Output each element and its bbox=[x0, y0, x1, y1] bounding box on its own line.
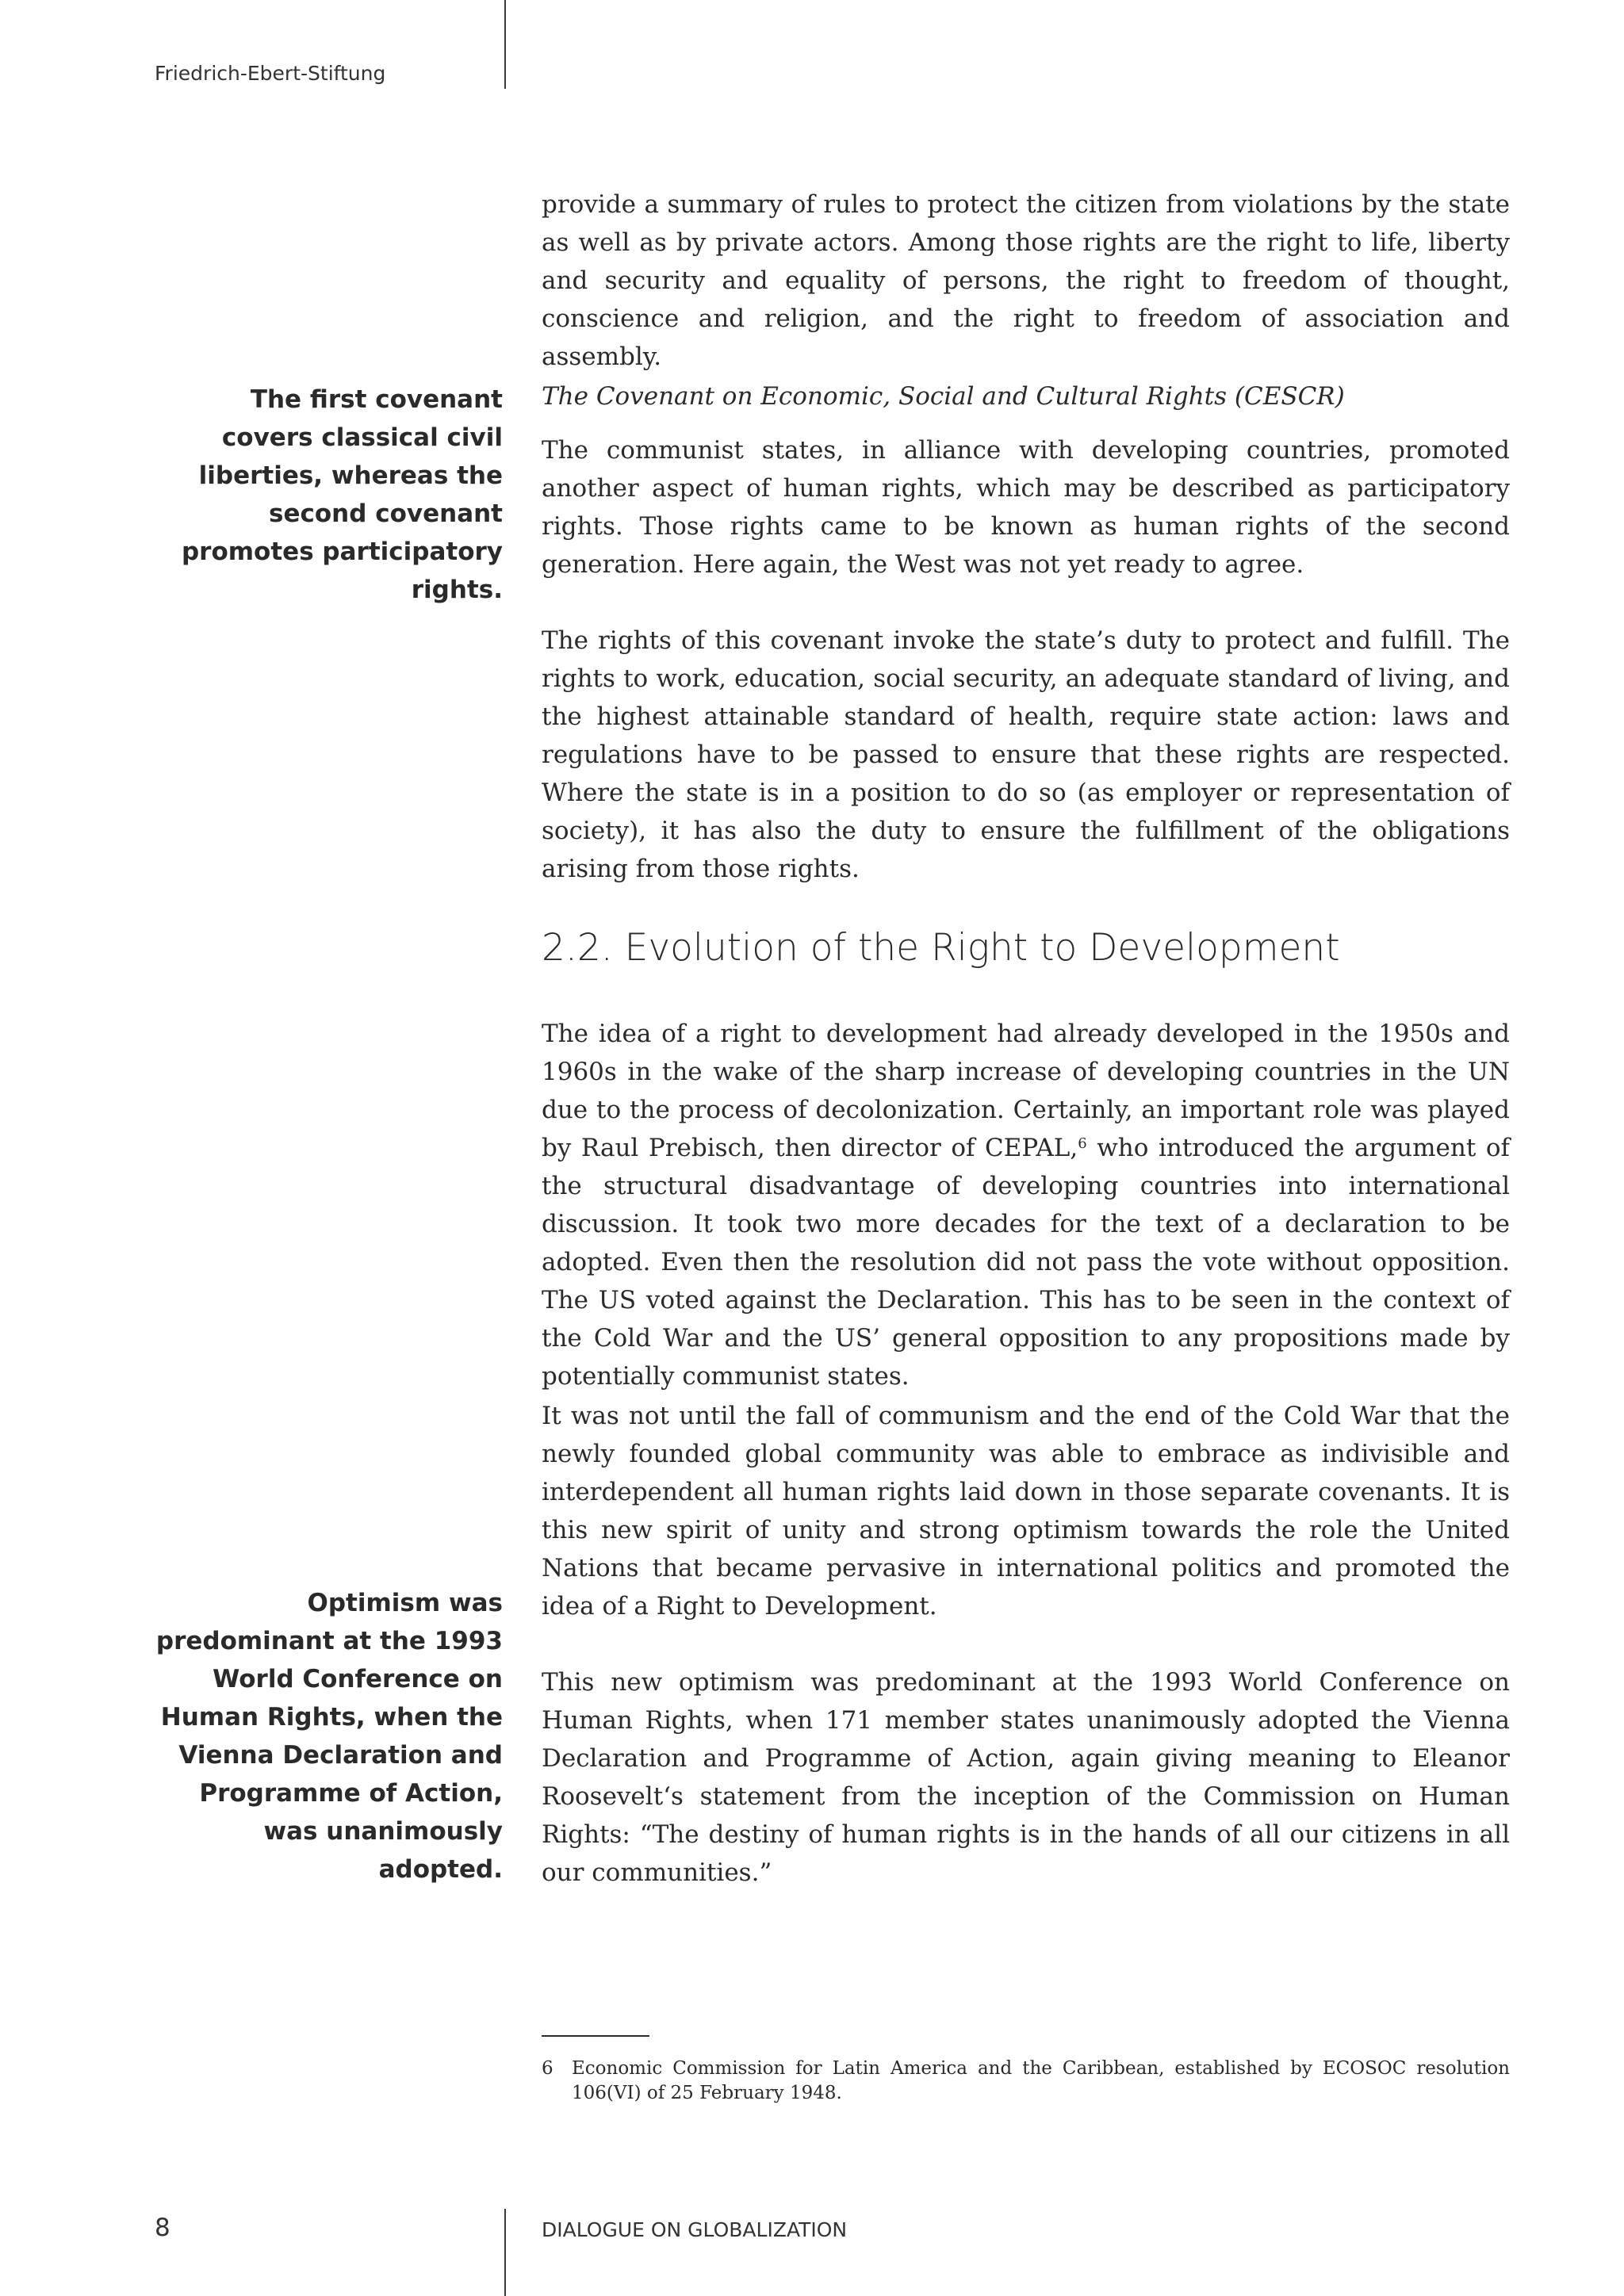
footnote-6 bbox=[542, 2057, 1510, 2106]
footnote-number: 6 bbox=[542, 2058, 553, 2079]
paragraph-text: The rights of this covenant invoke the state’s duty to protect and fulfill. The rights to work, education, social security, an adequate standard of living, and the highest attainable standard of health, require state action: laws and regulations have to be passed to ensure that these rights are respected. Where the state is in a position to do so (as employer or representation of society), it has also the duty to ensure the fulfillment of the obligations arising from those rights. bbox=[542, 626, 1510, 883]
body-paragraph-4 bbox=[542, 1015, 1510, 1395]
paragraph-text: This new optimism was predominant at the 1993 World Conference on Human Rights, when 171 member states unanimously adopted the Vienna Declaration and Programme of Action, again giving meaning to Eleanor Roosevelt‘s statement from the inception of the Commission on Human Rights: “The destiny of human rights is in the hands of all our citizens in all our communities.” bbox=[542, 1668, 1510, 1887]
paragraph-part: who introduced the argument of the structural disadvantage of developing countries into international discussion. It took two more decades for the text of a declaration to be adopted. Even then the resolution did not pass the vote without opposition. The US voted against the Declaration. This has to be seen in the context of the Cold War and the US’ general opposition to any propositions made by potentially communist states. bbox=[542, 1134, 1510, 1391]
footnote-text: Economic Commission for Latin America and the Caribbean, established by ECOSOC resolution 106(VI) of 25 February 1948. bbox=[572, 2058, 1510, 2103]
cescr-section bbox=[542, 377, 1510, 415]
footer-divider bbox=[504, 2209, 506, 2296]
body-paragraph-2 bbox=[542, 431, 1510, 584]
footer-series-title: DIALOGUE ON GLOBALIZATION bbox=[542, 2218, 848, 2241]
paragraph-text: It was not until the fall of communism and the end of the Cold War that the newly founded global community was able to embrace as indivisible and interdependent all human rights laid down in those separate covenants. It is this new spirit of unity and strong optimism towards the role the United Nations that became pervasive in international politics and promoted the idea of a Right to Development. bbox=[542, 1402, 1510, 1621]
paragraph-part: The idea of a right to development had already developed in the 1950s and 1960s in the wake of the sharp increase of developing countries in the UN due to the process of decolonization. Certainly, an important role was played by Raul Prebisch, then director of CEPAL, bbox=[542, 1020, 1510, 1162]
footnote-divider bbox=[542, 2035, 649, 2037]
body-paragraph-6 bbox=[542, 1663, 1510, 1892]
header-divider bbox=[504, 0, 506, 89]
sidebar-note-optimism: Optimism was predominant at the 1993 World Conference on Human Rights, when the Vienna Declaration and Programme of Action, was unanimously adopted. bbox=[155, 1589, 503, 1884]
body-paragraph-3 bbox=[542, 622, 1510, 888]
body-paragraph-1 bbox=[542, 186, 1510, 376]
sidebar-note-covenants: The first covenant covers classical civil liberties, whereas the second covenant promotes participatory rights. bbox=[181, 385, 503, 604]
body-paragraph-5 bbox=[542, 1397, 1510, 1625]
paragraph-text: The communist states, in alliance with developing countries, promoted another aspect of human rights, which may be described as participatory rights. Those rights came to be known as human rights of the second generation. Here again, the West was not yet ready to agree. bbox=[542, 436, 1510, 579]
paragraph-text: provide a summary of rules to protect the citizen from violations by the state as well as by private actors. Among those rights are the right to life, liberty and security and equality of persons, the right to freedom of thought, conscience and religion, and the right to freedom of association and assembly. bbox=[542, 190, 1510, 371]
section-heading-2-2: 2.2. Evolution of the Right to Development bbox=[542, 926, 1340, 970]
header-organization: Friedrich-Ebert-Stiftung bbox=[155, 62, 386, 85]
paragraph-text bbox=[542, 1015, 1510, 1395]
footnote-ref[interactable]: 6 bbox=[1078, 1135, 1087, 1152]
cescr-subheading: The Covenant on Economic, Social and Cultural Rights (CESCR) bbox=[542, 382, 1345, 411]
page-number: 8 bbox=[155, 2214, 170, 2242]
